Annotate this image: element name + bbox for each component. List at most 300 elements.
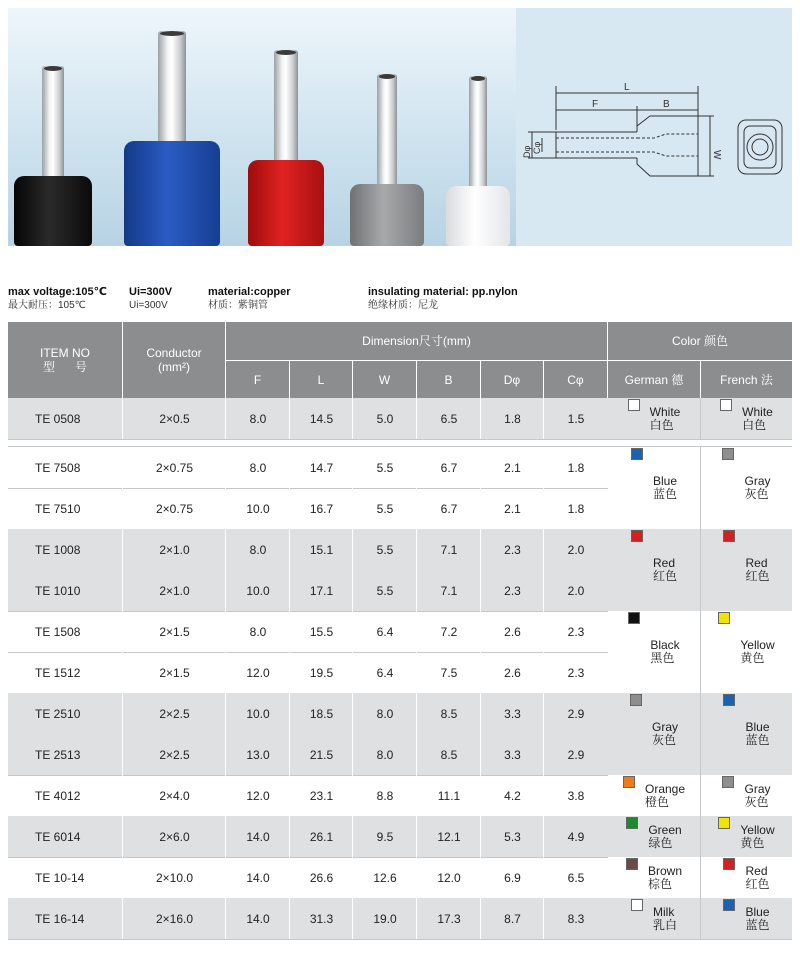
column-separator	[543, 529, 544, 570]
color-name-en: Gray	[744, 474, 771, 488]
color-name-zh: 乳白	[652, 917, 677, 932]
cell-w: 5.5	[376, 542, 394, 557]
cell-b: 17.3	[437, 911, 461, 926]
column-separator	[700, 857, 701, 898]
column-separator	[543, 775, 544, 816]
color-swatch-icon	[630, 694, 642, 706]
ferrule-red	[248, 50, 324, 246]
color-name	[653, 475, 677, 501]
column-separator	[416, 447, 417, 488]
cell-f: 8.0	[249, 460, 267, 475]
column-separator	[416, 734, 417, 775]
column-separator	[700, 447, 701, 529]
column-separator	[225, 529, 226, 570]
header-l: L	[290, 361, 352, 398]
column-separator	[289, 857, 290, 898]
cell-b: 12.1	[437, 829, 461, 844]
product-photo	[8, 8, 516, 246]
header-german: German 德	[608, 361, 700, 398]
column-separator	[416, 529, 417, 570]
column-separator	[700, 816, 701, 857]
header-conductor	[123, 322, 225, 398]
column-separator	[700, 693, 701, 775]
ferrule-white	[446, 76, 510, 246]
column-separator	[352, 734, 353, 775]
column-separator	[543, 816, 544, 857]
column-separator	[480, 857, 481, 898]
cell-l: 14.7	[309, 460, 334, 475]
color-name	[744, 475, 770, 501]
color-name-en: Gray	[651, 720, 678, 734]
column-separator	[543, 611, 544, 652]
cell-item: TE 1010	[35, 583, 81, 598]
column-separator	[480, 734, 481, 775]
cell-conductor: 2×1.5	[159, 624, 190, 639]
cell-conductor: 2×1.0	[159, 583, 190, 598]
row-divider	[8, 939, 792, 940]
column-separator	[700, 398, 701, 439]
table-row	[8, 611, 608, 652]
column-separator	[480, 775, 481, 816]
cell-c: 3.8	[567, 788, 585, 803]
column-separator	[543, 734, 544, 775]
color-swatch-icon	[718, 817, 730, 829]
color-name-zh: 红色	[745, 876, 770, 891]
cell-l: 23.1	[309, 788, 334, 803]
column-separator	[225, 857, 226, 898]
spec-material-en: material:copper	[208, 286, 291, 298]
column-separator	[416, 398, 417, 439]
color-swatch-icon	[723, 858, 735, 870]
color-french-blue	[701, 898, 792, 939]
color-name	[740, 639, 774, 665]
column-separator	[543, 488, 544, 529]
column-separator	[480, 652, 481, 693]
cell-d: 2.1	[504, 501, 521, 516]
cell-item: TE 1508	[35, 624, 81, 639]
ferrule-spec-table	[8, 322, 792, 938]
column-separator	[225, 611, 226, 652]
column-separator	[289, 447, 290, 488]
cell-f: 14.0	[246, 829, 270, 844]
spec-voltage-en: max voltage:105℃	[8, 286, 107, 298]
column-separator	[352, 816, 353, 857]
color-swatch-icon	[626, 817, 638, 829]
color-name-zh: 红色	[745, 569, 770, 583]
color-name-zh: 白色	[742, 417, 767, 432]
column-separator	[122, 488, 123, 529]
cell-l: 16.7	[309, 501, 334, 516]
ferrule-gray	[350, 74, 424, 246]
column-separator	[289, 611, 290, 652]
column-separator	[225, 693, 226, 734]
color-swatch-icon	[631, 448, 643, 460]
table-row	[8, 652, 608, 693]
cell-f: 12.0	[246, 788, 270, 803]
color-swatch-icon	[720, 399, 732, 411]
column-separator	[416, 857, 417, 898]
color-name	[650, 406, 681, 432]
color-swatch-icon	[631, 899, 643, 911]
cell-d: 6.9	[504, 870, 521, 885]
cell-b: 6.7	[440, 501, 458, 516]
color-name-en: Blue	[652, 474, 678, 488]
color-german-milk	[608, 898, 700, 939]
color-name	[745, 865, 769, 891]
cell-f: 14.0	[246, 870, 270, 885]
color-german-green	[608, 816, 700, 857]
cell-w: 8.0	[376, 706, 394, 721]
color-name	[745, 721, 769, 747]
color-name	[740, 824, 774, 850]
column-separator	[289, 734, 290, 775]
color-name-en: Orange	[644, 781, 686, 796]
column-separator	[543, 898, 544, 939]
dimension-drawing	[516, 8, 792, 246]
cell-d: 3.3	[504, 706, 521, 721]
column-separator	[543, 652, 544, 693]
cell-d: 5.3	[504, 829, 521, 844]
header-french: French 法	[701, 361, 792, 398]
color-german-white	[608, 398, 700, 439]
column-separator	[225, 816, 226, 857]
cell-b: 8.5	[440, 747, 458, 762]
column-separator	[289, 898, 290, 939]
ferrule-black	[14, 66, 92, 246]
cell-f: 8.0	[249, 624, 267, 639]
cell-item: TE 16-14	[35, 911, 85, 926]
column-separator	[122, 693, 123, 734]
cell-c: 6.5	[567, 870, 585, 885]
spec-ui-en: Ui=300V	[129, 286, 173, 298]
table-row	[8, 398, 608, 439]
header-conductor-unit: (mm²)	[158, 360, 190, 374]
color-name-zh: 绿色	[648, 835, 673, 850]
color-french-yellow	[701, 611, 792, 693]
cell-w: 19.0	[373, 911, 397, 926]
color-name-zh: 黑色	[650, 651, 675, 665]
color-name-en: White	[649, 404, 681, 419]
color-name-zh: 黄色	[740, 651, 765, 665]
cell-l: 26.6	[309, 870, 334, 885]
color-swatch-icon	[723, 530, 735, 542]
column-separator	[289, 488, 290, 529]
cell-c: 4.9	[567, 829, 585, 844]
cell-conductor: 2×2.5	[159, 747, 190, 762]
column-separator	[480, 570, 481, 611]
spec-ui-zh: Ui=300V	[129, 300, 168, 311]
cell-c: 2.3	[567, 624, 585, 639]
cell-c: 2.0	[567, 583, 585, 598]
color-name	[745, 557, 769, 583]
column-separator	[289, 529, 290, 570]
color-french-gray	[701, 447, 792, 529]
cell-f: 8.0	[249, 542, 267, 557]
table-row	[8, 447, 608, 488]
cell-w: 8.8	[376, 788, 394, 803]
cell-conductor: 2×1.5	[159, 665, 190, 680]
color-swatch-icon	[718, 612, 730, 624]
color-german-black	[608, 611, 700, 693]
color-name-en: Gray	[744, 781, 771, 796]
color-name-zh: 白色	[649, 417, 674, 432]
column-separator	[352, 611, 353, 652]
drawing-label-c: Cφ	[532, 141, 542, 154]
cell-d: 4.2	[504, 788, 521, 803]
column-separator	[122, 775, 123, 816]
header-item-no-en: ITEM NO	[40, 346, 90, 360]
column-separator	[225, 775, 226, 816]
color-name	[648, 824, 681, 850]
spec-voltage-zh: 最大耐压：105℃	[8, 300, 86, 311]
cell-d: 2.6	[504, 665, 521, 680]
column-separator	[289, 652, 290, 693]
cell-item: TE 2510	[35, 706, 81, 721]
color-swatch-icon	[628, 612, 640, 624]
drawing-label-l: L	[624, 82, 630, 93]
column-separator	[700, 898, 701, 939]
color-name-en: Blue	[745, 720, 770, 734]
column-separator	[480, 488, 481, 529]
column-separator	[480, 529, 481, 570]
color-swatch-icon	[723, 694, 735, 706]
table-row	[8, 488, 608, 529]
column-separator	[416, 652, 417, 693]
drawing-label-b: B	[663, 99, 670, 110]
color-swatch-icon	[723, 899, 735, 911]
column-separator	[352, 398, 353, 439]
table-row	[8, 775, 608, 816]
cell-c: 1.8	[567, 501, 585, 516]
column-separator	[289, 775, 290, 816]
column-separator	[122, 734, 123, 775]
column-separator	[225, 652, 226, 693]
column-separator	[352, 652, 353, 693]
cell-c: 1.8	[567, 460, 585, 475]
header-color	[608, 322, 792, 360]
cell-b: 12.0	[437, 870, 461, 885]
color-swatch-icon	[623, 776, 635, 788]
column-separator	[543, 693, 544, 734]
table-row	[8, 857, 608, 898]
cell-d: 2.6	[504, 624, 521, 639]
color-german-orange	[608, 775, 700, 816]
column-separator	[225, 898, 226, 939]
cell-b: 8.5	[440, 706, 458, 721]
color-french-gray	[701, 775, 792, 816]
column-separator	[543, 570, 544, 611]
column-separator	[352, 570, 353, 611]
cell-w: 12.6	[373, 870, 397, 885]
cell-item: TE 2513	[35, 747, 81, 762]
cell-d: 3.3	[504, 747, 521, 762]
color-name	[653, 557, 677, 583]
header-w: W	[353, 361, 416, 398]
spec-insulation	[368, 286, 518, 312]
header-item-no	[8, 322, 122, 398]
column-separator	[480, 693, 481, 734]
column-separator	[480, 447, 481, 488]
column-separator	[352, 775, 353, 816]
cell-f: 13.0	[246, 747, 270, 762]
column-separator	[480, 398, 481, 439]
color-german-brown	[608, 857, 700, 898]
color-name-en: Red	[745, 556, 768, 570]
column-separator	[122, 529, 123, 570]
column-separator	[352, 898, 353, 939]
header-b: B	[417, 361, 480, 398]
column-separator	[416, 775, 417, 816]
color-name	[653, 906, 677, 932]
color-swatch-icon	[722, 776, 734, 788]
color-name-en: Red	[652, 556, 675, 570]
cell-b: 7.5	[440, 665, 458, 680]
header-c: Cφ	[544, 361, 607, 398]
column-separator	[289, 570, 290, 611]
table-row	[8, 734, 608, 775]
ferrule-blue	[124, 31, 220, 246]
header-f: F	[226, 361, 289, 398]
cell-w: 5.5	[376, 460, 394, 475]
column-separator	[122, 652, 123, 693]
cell-w: 6.4	[376, 624, 394, 639]
cell-w: 5.5	[376, 501, 394, 516]
column-separator	[480, 816, 481, 857]
cell-c: 2.3	[567, 665, 585, 680]
column-separator	[543, 447, 544, 488]
cell-l: 19.5	[309, 665, 334, 680]
spec-ui	[129, 286, 172, 312]
cell-f: 10.0	[246, 583, 270, 598]
column-separator	[225, 734, 226, 775]
cell-item: TE 1512	[35, 665, 81, 680]
cell-w: 5.0	[376, 411, 394, 426]
color-french-blue	[701, 693, 792, 775]
cell-b: 7.2	[440, 624, 458, 639]
cell-conductor: 2×4.0	[159, 788, 190, 803]
header-conductor-label: Conductor	[146, 346, 202, 360]
color-name-zh: 灰色	[744, 794, 769, 809]
color-name-en: Green	[648, 822, 682, 837]
cell-conductor: 2×2.5	[159, 706, 190, 721]
cell-b: 7.1	[440, 542, 458, 557]
cell-c: 8.3	[567, 911, 585, 926]
color-name	[742, 406, 773, 432]
cell-d: 2.3	[504, 583, 521, 598]
header-dimension-label: Dimension尺寸(mm)	[362, 334, 471, 348]
column-separator	[122, 447, 123, 488]
color-german-blue	[608, 447, 700, 529]
cell-c: 2.9	[567, 747, 585, 762]
cell-b: 7.1	[440, 583, 458, 598]
color-swatch-icon	[628, 399, 640, 411]
cell-l: 18.5	[309, 706, 334, 721]
cell-w: 6.4	[376, 665, 394, 680]
column-separator	[122, 816, 123, 857]
column-separator	[122, 857, 123, 898]
spec-voltage	[8, 286, 107, 312]
color-german-gray	[608, 693, 700, 775]
column-separator	[700, 611, 701, 693]
header-color-label: Color 颜色	[671, 334, 728, 348]
color-name	[645, 783, 685, 809]
color-name-en: Red	[745, 863, 768, 878]
column-separator	[122, 898, 123, 939]
color-name-zh: 橙色	[644, 794, 669, 809]
cell-conductor: 2×0.75	[155, 501, 194, 516]
cell-c: 2.0	[567, 542, 585, 557]
table-row	[8, 816, 608, 857]
column-separator	[289, 816, 290, 857]
cell-item: TE 1008	[35, 542, 81, 557]
color-name-zh: 蓝色	[652, 487, 677, 501]
spec-insulation-zh: 绝缘材质：尼龙	[368, 300, 438, 311]
color-name	[744, 783, 770, 809]
color-french-white	[701, 398, 792, 439]
table-row	[8, 898, 608, 939]
cell-l: 14.5	[309, 411, 334, 426]
color-name-zh: 灰色	[651, 733, 676, 747]
cell-l: 31.3	[309, 911, 334, 926]
cell-conductor: 2×1.0	[159, 542, 190, 557]
cell-conductor: 2×6.0	[159, 829, 190, 844]
column-separator	[289, 398, 290, 439]
cell-item: TE 0508	[35, 411, 81, 426]
cell-conductor: 2×10.0	[155, 870, 194, 885]
color-name-en: Brown	[647, 863, 682, 878]
color-french-red	[701, 529, 792, 611]
color-name-zh: 红色	[652, 569, 677, 583]
cell-conductor: 2×0.5	[159, 411, 190, 426]
row-divider	[8, 439, 792, 440]
color-name-en: White	[742, 404, 773, 419]
column-separator	[700, 775, 701, 816]
drawing-label-w: W	[711, 150, 722, 160]
color-french-yellow	[701, 816, 792, 857]
cell-l: 17.1	[309, 583, 334, 598]
column-separator	[289, 693, 290, 734]
cell-conductor: 2×0.75	[155, 460, 194, 475]
color-name-zh: 蓝色	[745, 733, 770, 747]
cell-f: 10.0	[246, 501, 270, 516]
color-name-zh: 蓝色	[745, 917, 770, 932]
column-separator	[700, 529, 701, 611]
column-separator	[352, 529, 353, 570]
cell-c: 2.9	[567, 706, 585, 721]
spec-material-zh: 材质：紫铜管	[208, 300, 268, 311]
color-swatch-icon	[626, 858, 638, 870]
column-separator	[416, 611, 417, 652]
cell-l: 15.5	[309, 624, 334, 639]
column-separator	[225, 398, 226, 439]
column-separator	[352, 693, 353, 734]
table-row	[8, 570, 608, 611]
cell-f: 8.0	[249, 411, 267, 426]
header-item-no-zh: 型 号	[42, 360, 87, 374]
spec-insulation-en: insulating material: pp.nylon	[368, 286, 518, 298]
cell-d: 2.1	[504, 460, 521, 475]
cell-l: 21.5	[309, 747, 334, 762]
color-swatch-icon	[631, 530, 643, 542]
cell-d: 8.7	[504, 911, 521, 926]
cell-item: TE 7510	[35, 501, 81, 516]
drawing-label-d: Dφ	[522, 145, 532, 158]
column-separator	[352, 857, 353, 898]
table-row	[8, 529, 608, 570]
drawing-label-f: F	[592, 99, 599, 110]
color-name-en: Blue	[745, 904, 770, 919]
cell-d: 1.8	[504, 411, 521, 426]
